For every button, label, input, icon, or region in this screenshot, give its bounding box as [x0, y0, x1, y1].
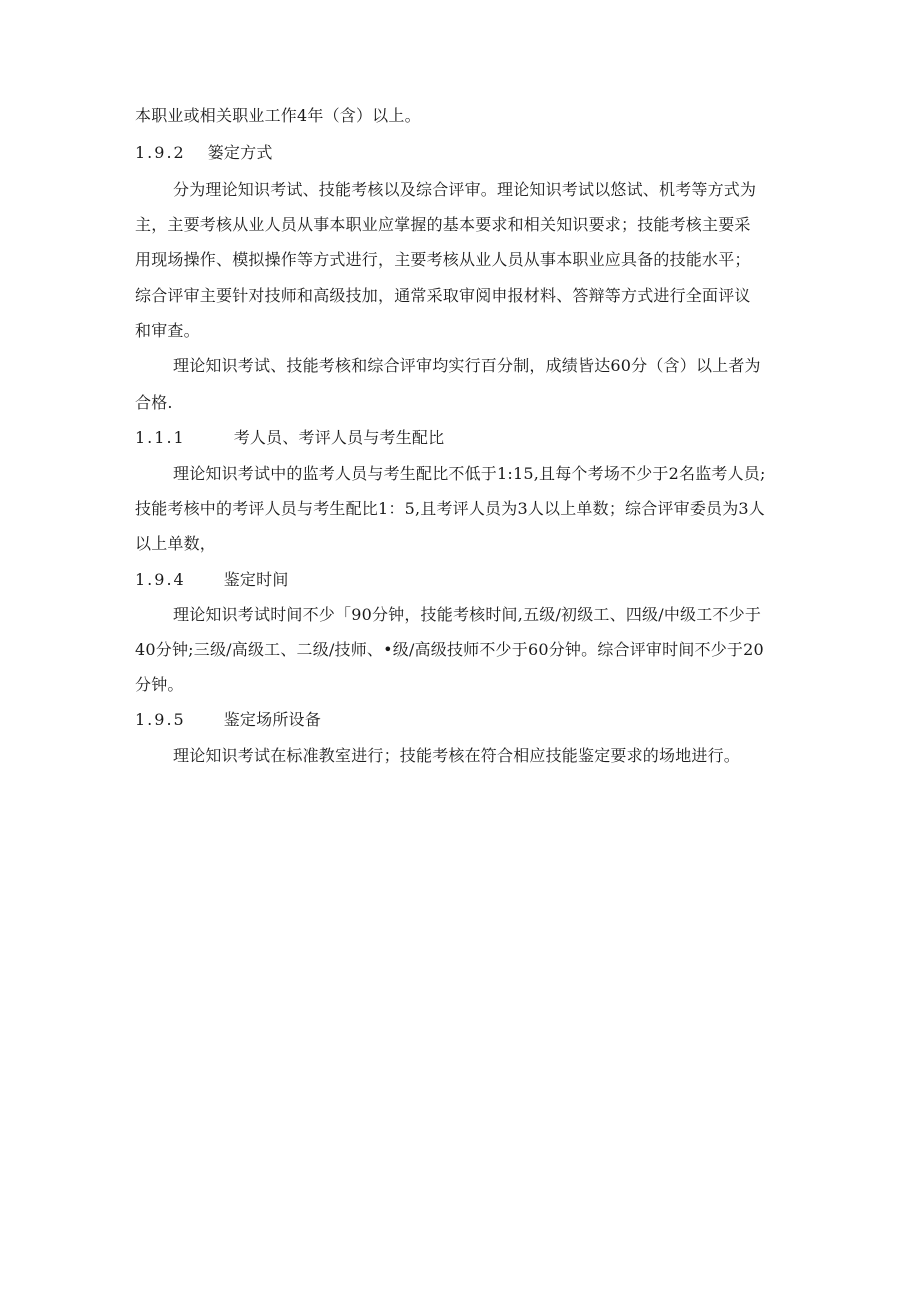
section-title: 篓定方式: [207, 143, 273, 162]
paragraph-line: 理论知识考试在标准教室进行；技能考核在符合相应技能鉴定要求的场地进行。: [173, 746, 741, 765]
section-number: 1.9.2: [135, 143, 186, 162]
paragraph-line: 合格.: [135, 393, 173, 412]
paragraph-line: 理论知识考试时间不少「90分钟，技能考核时间,五级/初级工、四级/中级工不少于: [173, 605, 762, 624]
section-number: 1.1.1: [135, 428, 186, 447]
paragraph-line: 和审查。: [135, 321, 200, 340]
paragraph-line: 以上单数，: [135, 534, 217, 553]
section-number: 1.9.5: [135, 710, 186, 729]
section-title: 考人员、考评人员与考生配比: [233, 428, 445, 447]
paragraph-line: 分为理论知识考试、技能考核以及综合评审。理论知识考试以悠试、机考等方式为: [173, 180, 757, 199]
paragraph-line: 理论知识考试中的监考人员与考生配比不低于1:15,且每个考场不少于2名监考人员;: [173, 464, 766, 483]
paragraph-line: 理论知识考试、技能考核和综合评审均实行百分制，成绩皆达60分（含）以上者为: [173, 356, 761, 375]
paragraph-line: 技能考核中的考评人员与考生配比1：5,且考评人员为3人以上单数；综合评审委员为3人: [135, 499, 766, 518]
paragraph-line: 综合评审主要针对技师和高级技加，通常采取审阅申报材料、答辩等方式进行全面评议: [135, 286, 751, 305]
section-heading: [135, 143, 795, 163]
paragraph-line: 40分钟;三级/高级工、二级/技师、•级/高级技师不少于60分钟。综合评审时间不少于20: [135, 640, 764, 659]
section-title: 鉴定场所设备: [223, 710, 321, 729]
section-heading: [135, 428, 795, 448]
section-heading: [135, 710, 795, 730]
paragraph-line: 用现场操作、模拟操作等方式进行，主要考核从业人员从事本职业应具备的技能水平；: [135, 250, 751, 269]
section-heading: [135, 570, 795, 590]
text-line: 本职业或相关职业工作4年（含）以上。: [135, 106, 421, 125]
paragraph-line: 分钟。: [135, 675, 184, 694]
section-title: 鉴定时间: [223, 570, 289, 589]
paragraph-line: 主，主要考核从业人员从事本职业应掌握的基本要求和相关知识要求；技能考核主要采: [135, 215, 751, 234]
section-number: 1.9.4: [135, 570, 186, 589]
